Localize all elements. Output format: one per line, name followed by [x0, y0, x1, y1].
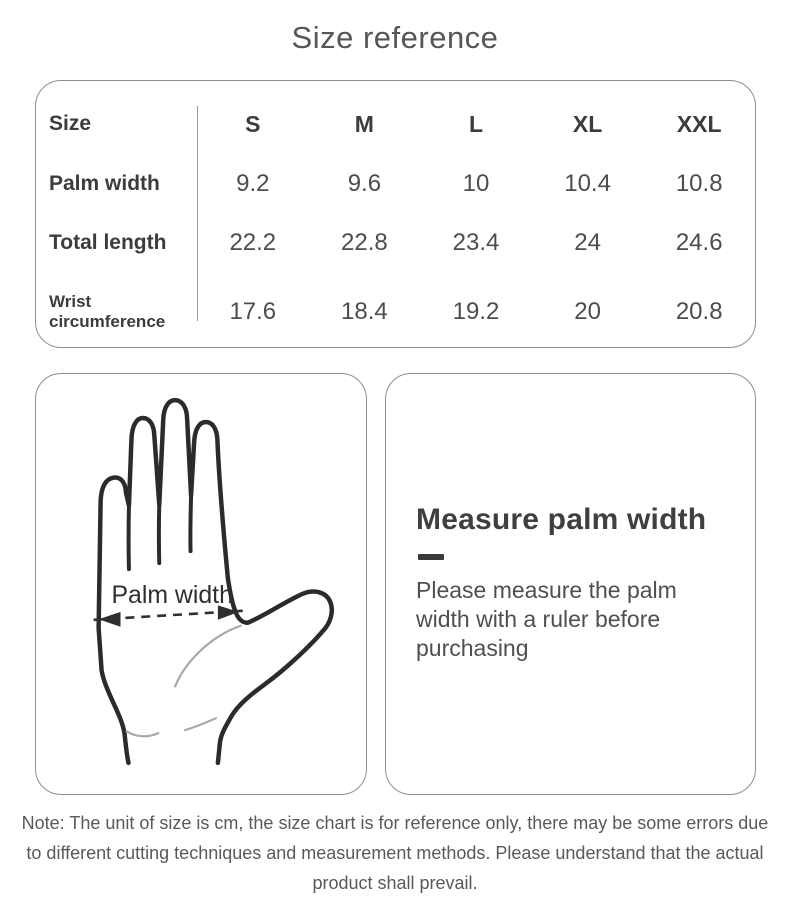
- info-body-text: Please measure the palm width with a ruler before purchasing: [416, 577, 677, 661]
- table-cell: 23.4: [452, 229, 500, 256]
- row-label-total-length: Total length: [49, 231, 167, 254]
- table-cell: 10.8: [675, 170, 723, 197]
- table-corner-label: Size: [49, 112, 92, 135]
- table-cell: 24.6: [675, 229, 723, 256]
- size-table: [36, 81, 755, 347]
- hand-illustration-card: [35, 373, 367, 795]
- page-title: Size reference: [291, 20, 499, 55]
- info-heading: Measure palm width: [416, 503, 707, 536]
- column-header-m: M: [354, 110, 374, 137]
- table-cell: 19.2: [452, 298, 500, 325]
- hand-illustration: [36, 374, 366, 794]
- table-cell: 22.8: [341, 229, 388, 256]
- column-header-xxl: XXL: [676, 110, 722, 137]
- palm-width-figure-label: Palm width: [111, 581, 233, 609]
- table-cell: 20.8: [675, 298, 723, 325]
- table-cell: 10.4: [564, 170, 611, 197]
- column-header-l: L: [468, 110, 484, 137]
- table-cell: 10: [462, 170, 490, 197]
- column-header-xl: XL: [572, 110, 603, 137]
- measure-info-card: [385, 373, 756, 795]
- heading-dash-icon: [418, 554, 444, 560]
- table-cell: 17.6: [229, 298, 277, 325]
- size-table-card: [35, 80, 756, 348]
- table-cell: 24: [574, 229, 601, 256]
- table-cell: 9.6: [347, 170, 382, 197]
- footer-note: Note: The unit of size is cm, the size chart is for reference only, there may be some errors due to different cutting techniques and measurement methods. Please understand that the actual product shall prevail.: [21, 813, 769, 893]
- row-label-wrist-circumference: Wrist circumference: [49, 291, 166, 331]
- table-cell: 22.2: [229, 229, 277, 256]
- row-label-palm-width: Palm width: [49, 172, 160, 195]
- table-cell: 18.4: [341, 298, 388, 325]
- column-header-s: S: [245, 110, 261, 137]
- table-cell: 20: [574, 298, 601, 325]
- table-cell: 9.2: [236, 170, 270, 197]
